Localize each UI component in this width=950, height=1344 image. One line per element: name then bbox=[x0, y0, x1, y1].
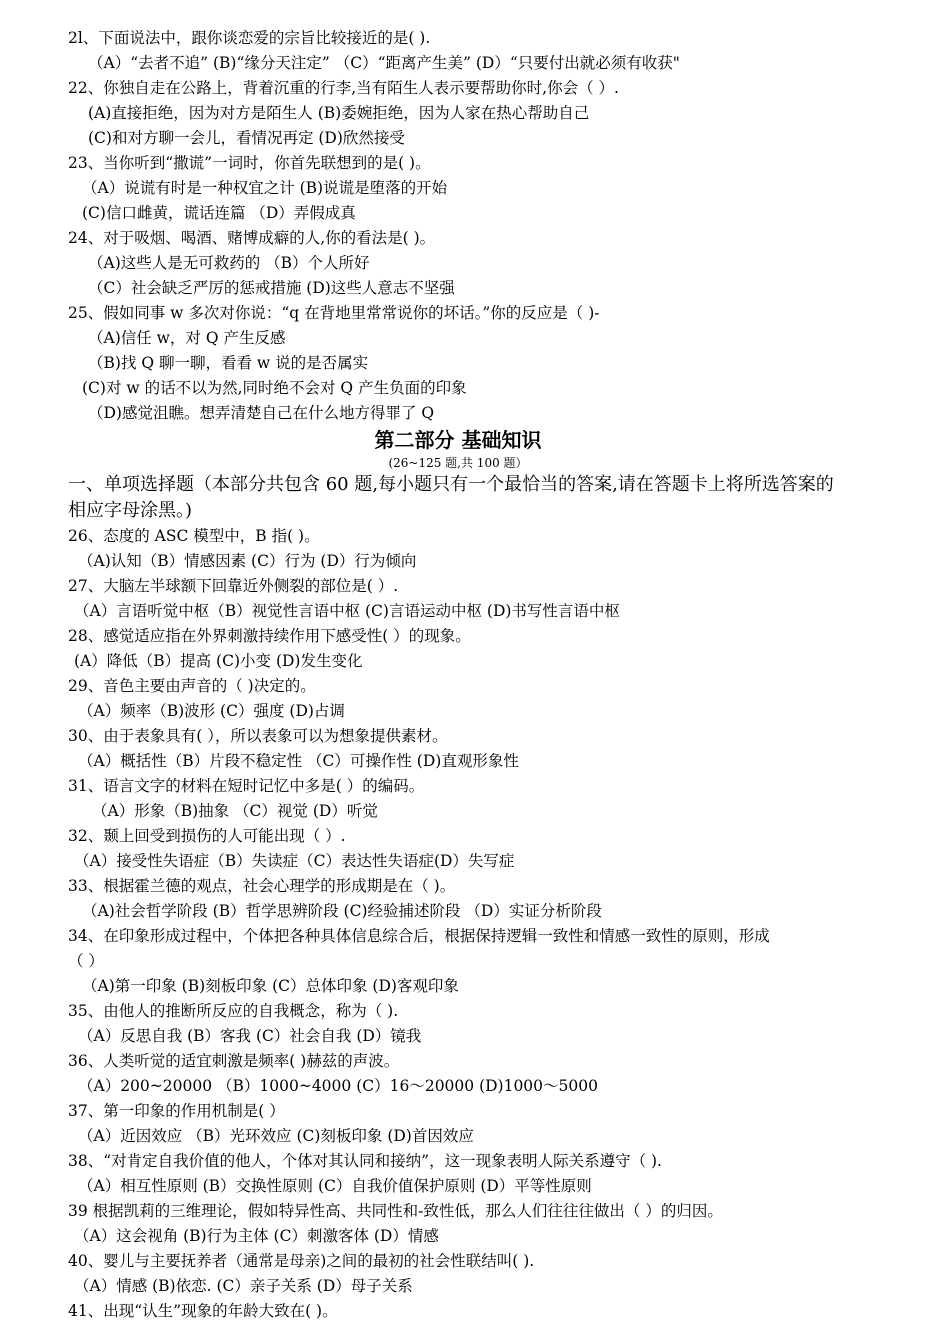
options-22-ab: (A)直接拒绝，因为对方是陌生人 (B)委婉拒绝，因为人家在热心帮助自己 bbox=[88, 104, 590, 122]
question-24: 24、对于吸烟、喝酒、赌博成癖的人,你的看法是( )。 bbox=[68, 229, 436, 247]
section-subtitle: (26~125 题,共 100 题） bbox=[388, 456, 528, 470]
question-23: 23、当你听到“撒谎”一词时，你首先联想到的是( )。 bbox=[68, 154, 431, 172]
question-37: 37、第一印象的作用机制是( ） bbox=[68, 1102, 285, 1120]
section-title: 第二部分 基础知识 bbox=[374, 428, 542, 452]
question-32: 32、颞上回受到损伤的人可能出现（ ）. bbox=[68, 827, 346, 845]
question-33: 33、根据霍兰德的观点，社会心理学的形成期是在（ )。 bbox=[68, 877, 456, 895]
question-36: 36、人类听觉的适宜刺激是频率( )赫兹的声波。 bbox=[68, 1052, 400, 1070]
options-29: （A）频率（B)波形 (C）强度 (D)占调 bbox=[78, 702, 345, 720]
options-37: （A）近因效应 （B）光环效应 (C)刻板印象 (D)首因效应 bbox=[78, 1127, 474, 1145]
question-28: 28、感觉适应指在外界刺激持续作用下感受性( ）的现象。 bbox=[68, 627, 471, 645]
question-41: 41、出现“认生”现象的年龄大致在( )。 bbox=[68, 1302, 338, 1320]
options-21: （A）“去者不追” (B)“缘分天注定” （C）“距离产生美” (D）“只要付出就必须有收获" bbox=[88, 54, 680, 72]
options-27: （A）言语听觉中枢（B）视觉性言语中枢 (C)言语运动中枢 (D)书写性言语中枢 bbox=[74, 602, 620, 620]
question-21: 2l、下面说法中，跟你谈恋爱的宗旨比较接近的是( ). bbox=[68, 29, 431, 47]
question-block-26-41 bbox=[68, 524, 848, 1324]
question-29: 29、音色主要由声音的（ )决定的。 bbox=[68, 677, 316, 695]
question-30: 30、由于表象具有( ），所以表象可以为想象提供素材。 bbox=[68, 727, 448, 745]
question-34: 34、在印象形成过程中，个体把各种具体信息综合后，根据保持逻辑一致性和情感一致性的原则，形成 bbox=[68, 927, 770, 945]
question-34-blank: （ ） bbox=[68, 952, 104, 970]
question-38: 38、“对肯定自我价值的他人，个体对其认同和接纳”，这一现象表明人际关系遵守（ ). bbox=[68, 1152, 662, 1170]
question-27: 27、大脑左半球额下回靠近外侧裂的部位是( ）. bbox=[68, 577, 399, 595]
question-39: 39 根据凯莉的三维理论，假如特异性高、共同性和-致性低，那么人们往往往做出（ ）的归因。 bbox=[68, 1202, 723, 1220]
question-block-21-25 bbox=[68, 26, 848, 426]
options-34: （A)第一印象 (B)刻板印象 (C）总体印象 (D)客观印象 bbox=[82, 977, 459, 995]
option-25-d: （D)感觉沮瞧。想弄清楚自己在什么地方得罪了 Q bbox=[88, 404, 435, 422]
options-36: （A）200~20000 （B）1000~4000 (C）16～20000 (D)1000～5000 bbox=[78, 1077, 598, 1095]
document-body bbox=[68, 26, 848, 1324]
options-24-cd: （C）社会缺乏严厉的惩戒措施 (D)这些人意志不坚强 bbox=[88, 279, 455, 297]
question-31: 31、语言文字的材料在短时记忆中多是( ）的编码。 bbox=[68, 777, 425, 795]
options-33: （A)社会哲学阶段 (B）哲学思辨阶段 (C)经验捕述阶段 （D）实证分析阶段 bbox=[82, 902, 602, 920]
options-23-cd: (C)信口雌黄，谎话连篇 （D）弄假成真 bbox=[82, 204, 356, 222]
options-24-ab: （A)这些人是无可救药的 （B）个人所好 bbox=[88, 254, 370, 272]
options-30: （A）概括性（B）片段不稳定性 （C）可操作性 (D)直观形象性 bbox=[78, 752, 519, 770]
option-25-b: （B)找 Q 聊一聊，看看 w 说的是否属实 bbox=[88, 354, 369, 372]
options-22-cd: (C)和对方聊一会儿，看情况再定 (D)欣然接受 bbox=[88, 129, 405, 147]
options-39: （A）这会视角 (B)行为主体 (C）刺激客体 (D）情感 bbox=[74, 1227, 439, 1245]
options-35: （A）反思自我 (B）客我 (C）社会自我 (D）镜我 bbox=[78, 1027, 422, 1045]
question-22: 22、你独自走在公路上，背着沉重的行李,当有陌生人表示要帮助你时,你会（ ）. bbox=[68, 79, 619, 97]
options-28: (A）降低（B）提高 (C)小变 (D)发生变化 bbox=[74, 652, 363, 670]
question-40: 40、婴儿与主要抚养者（通常是母亲)之间的最初的社会性联结叫( ). bbox=[68, 1252, 535, 1270]
option-25-a: （A)信任 w，对 Q 产生反感 bbox=[88, 329, 286, 347]
options-38: （A）相互性原则 (B）交换性原则 (C）自我价值保护原则 (D）平等性原则 bbox=[78, 1177, 592, 1195]
option-25-c: (C)对 w 的话不以为然,同时绝不会对 Q 产生负面的印象 bbox=[82, 379, 467, 397]
options-26: （A)认知（B）情感因素 (C）行为 (D）行为倾向 bbox=[78, 552, 417, 570]
section-instruction: 一、单项选择题（本部分共包含 60 题,每小题只有一个最恰当的答案,请在答题卡上将所选答案的相应字母涂黑。) bbox=[68, 474, 834, 521]
question-25: 25、假如同事 w 多次对你说：“q 在背地里常常说你的坏话。”你的反应是（ )- bbox=[68, 304, 600, 322]
question-26: 26、态度的 ASC 模型中，B 指( )。 bbox=[68, 527, 320, 545]
options-31: （A）形象（B)抽象 （C）视觉 (D）听觉 bbox=[92, 802, 378, 820]
options-23-ab: （A）说谎有时是一种权宜之计 (B)说谎是堕落的开始 bbox=[82, 179, 448, 197]
options-40: （A）情感 (B)依恋. (C）亲子关系 (D）母子关系 bbox=[74, 1277, 413, 1295]
question-35: 35、由他人的推断所反应的自我概念，称为（ ). bbox=[68, 1002, 399, 1020]
options-32: （A）接受性失语症（B）失读症（C）表达性失语症(D）失写症 bbox=[74, 852, 515, 870]
